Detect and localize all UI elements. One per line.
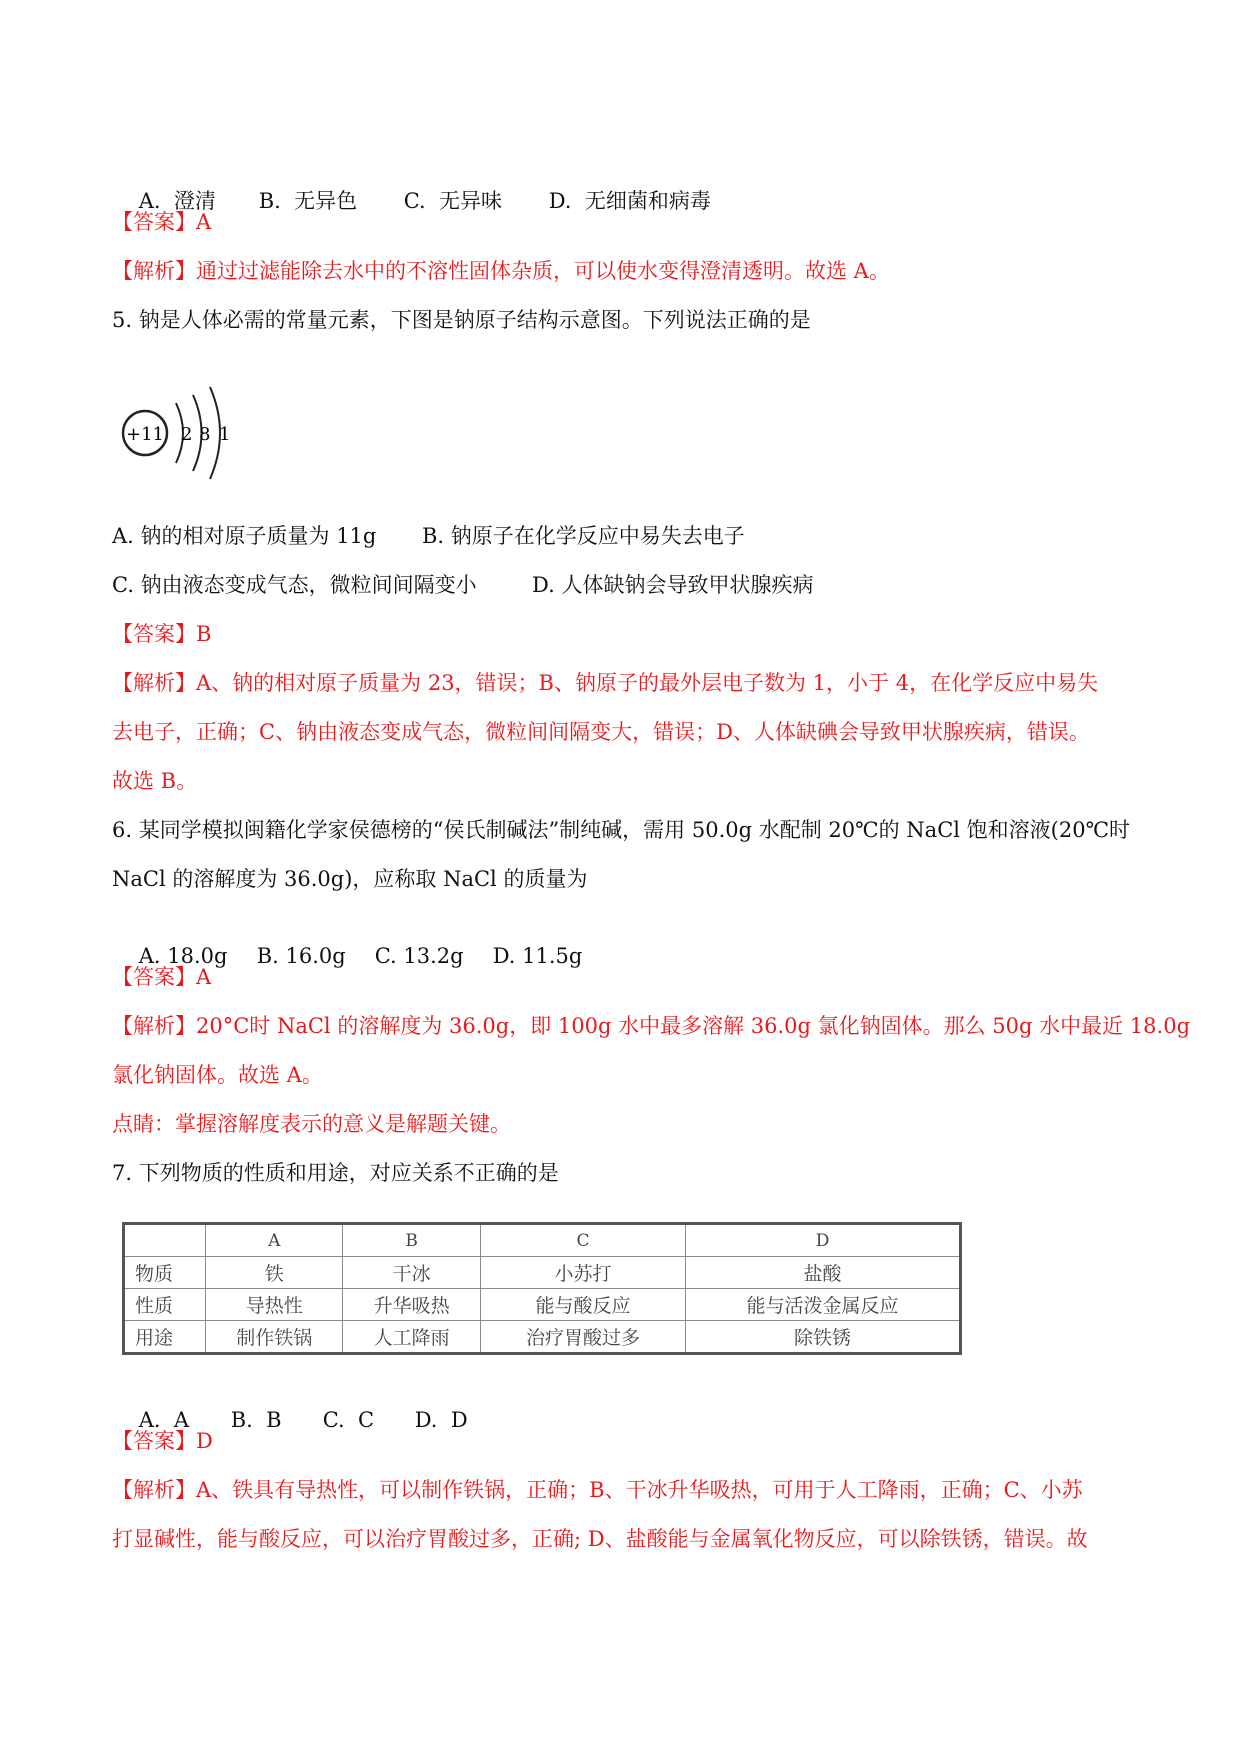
answer-tag: 【答案】 <box>112 210 196 234</box>
table-cell: 人工降雨 <box>343 1321 480 1354</box>
q7-option-a: A. A <box>138 1408 190 1432</box>
q6-option-d: D. 11.5g <box>492 944 583 968</box>
table-header-cell: C <box>480 1224 685 1257</box>
q7-answer <box>112 1427 213 1455</box>
q5-options-ab <box>112 522 745 550</box>
q6-option-c: C. 13.2g <box>374 944 464 968</box>
q4-option-a: A. 澄清 <box>138 189 216 213</box>
q6-note: 点睛：掌握溶解度表示的意义是解题关键。 <box>112 1112 511 1136</box>
q7-stem: 7. 下列物质的性质和用途，对应关系不正确的是 <box>112 1161 559 1185</box>
nucleus-label: +11 <box>126 424 164 445</box>
answer-value: D <box>196 1429 213 1453</box>
analysis-text: A、铁具有导热性，可以制作铁锅，正确；B、干冰升华吸热，可用于人工降雨，正确；C、小苏 <box>196 1478 1083 1502</box>
analysis-text: A、钠的相对原子质量为 23，错误；B、钠原子的最外层电子数为 1，小于 4，在化学反应中易失 <box>196 671 1099 695</box>
table-cell: 治疗胃酸过多 <box>480 1321 685 1354</box>
q5-option-d: D. 人体缺钠会导致甲状腺疾病 <box>532 573 814 597</box>
table-cell: 制作铁锅 <box>206 1321 343 1354</box>
q5-answer <box>112 620 211 648</box>
table-row <box>124 1257 961 1289</box>
q6-analysis-line-2: 氯化钠固体。故选 A。 <box>112 1063 323 1087</box>
q4-answer <box>112 208 211 236</box>
q7-option-b: B. B <box>230 1408 282 1432</box>
answer-value: A <box>196 965 212 989</box>
table-row <box>124 1289 961 1321</box>
table-header-cell: B <box>343 1224 480 1257</box>
analysis-tag: 【解析】 <box>112 1478 196 1502</box>
answer-value: B <box>196 622 212 646</box>
table-cell: 导热性 <box>206 1289 343 1321</box>
table-cell: 用途 <box>124 1321 206 1354</box>
q5-analysis-line-3: 故选 B。 <box>112 769 198 793</box>
table-cell: 盐酸 <box>686 1257 961 1289</box>
q5-options-cd <box>112 571 813 599</box>
q5-option-b: B. 钠原子在化学反应中易失去电子 <box>422 524 745 548</box>
table-row <box>124 1321 961 1354</box>
q5-option-c: C. 钠由液态变成气态，微粒间间隔变小 <box>112 573 477 597</box>
q4-option-d: D. 无细菌和病毒 <box>548 189 711 213</box>
q6-stem-line-2: NaCl 的溶解度为 36.0g)，应称取 NaCl 的质量为 <box>112 867 588 891</box>
table-cell: 升华吸热 <box>343 1289 480 1321</box>
q7-option-d: D. D <box>414 1408 468 1432</box>
table-cell: 除铁锈 <box>686 1321 961 1354</box>
q6-analysis-line-1 <box>112 1012 1190 1040</box>
table-cell: 铁 <box>206 1257 343 1289</box>
q5-option-a: A. 钠的相对原子质量为 11g <box>112 524 377 548</box>
analysis-tag: 【解析】 <box>112 259 196 283</box>
table-header-cell: D <box>686 1224 961 1257</box>
q5-stem: 5. 钠是人体必需的常量元素，下图是钠原子结构示意图。下列说法正确的是 <box>112 308 811 332</box>
shell-1-electrons: 2 <box>181 424 193 445</box>
q5-analysis-line-1 <box>112 669 1098 697</box>
analysis-tag: 【解析】 <box>112 1014 196 1038</box>
q6-option-b: B. 16.0g <box>256 944 346 968</box>
q5-analysis-line-2: 去电子，正确；C、钠由液态变成气态，微粒间间隔变大，错误；D、人体缺碘会导致甲状腺疾病，错误。 <box>112 720 1090 744</box>
answer-tag: 【答案】 <box>112 965 196 989</box>
answer-tag: 【答案】 <box>112 622 196 646</box>
shell-2-electrons: 8 <box>199 424 211 445</box>
table-cell: 性质 <box>124 1289 206 1321</box>
analysis-text: 通过过滤能除去水中的不溶性固体杂质，可以使水变得澄清透明。故选 A。 <box>196 259 890 283</box>
table-header-row <box>124 1224 961 1257</box>
answer-value: A <box>196 210 212 234</box>
property-use-table <box>122 1222 962 1355</box>
q4-option-b: B. 无异色 <box>258 189 358 213</box>
q6-answer <box>112 963 211 991</box>
sodium-atom-diagram <box>118 383 248 483</box>
table-header-cell: A <box>206 1224 343 1257</box>
table-header-cell <box>124 1224 206 1257</box>
q7-analysis-line-1 <box>112 1476 1083 1504</box>
analysis-text: 20°C时 NaCl 的溶解度为 36.0g，即 100g 水中最多溶解 36.0g 氯化钠固体。那么 50g 水中最近 18.0g <box>196 1014 1191 1038</box>
table-cell: 能与酸反应 <box>480 1289 685 1321</box>
q7-analysis-line-2: 打显碱性，能与酸反应，可以治疗胃酸过多，正确; D、盐酸能与金属氧化物反应，可以除铁锈，错误。故 <box>112 1527 1088 1551</box>
answer-tag: 【答案】 <box>112 1429 196 1453</box>
table-cell: 干冰 <box>343 1257 480 1289</box>
q6-stem-line-1: 6. 某同学模拟闽籍化学家侯德榜的“侯氏制碱法”制纯碱，需用 50.0g 水配制 20℃的 NaCl 饱和溶液(20℃时 <box>112 818 1131 842</box>
q4-analysis <box>112 257 890 285</box>
table-cell: 物质 <box>124 1257 206 1289</box>
analysis-tag: 【解析】 <box>112 671 196 695</box>
q4-option-c: C. 无异味 <box>403 189 503 213</box>
shell-3-electrons: 1 <box>219 424 231 445</box>
q6-option-a: A. 18.0g <box>138 944 228 968</box>
table-cell: 小苏打 <box>480 1257 685 1289</box>
q7-option-c: C. C <box>322 1408 375 1432</box>
table-cell: 能与活泼金属反应 <box>686 1289 961 1321</box>
